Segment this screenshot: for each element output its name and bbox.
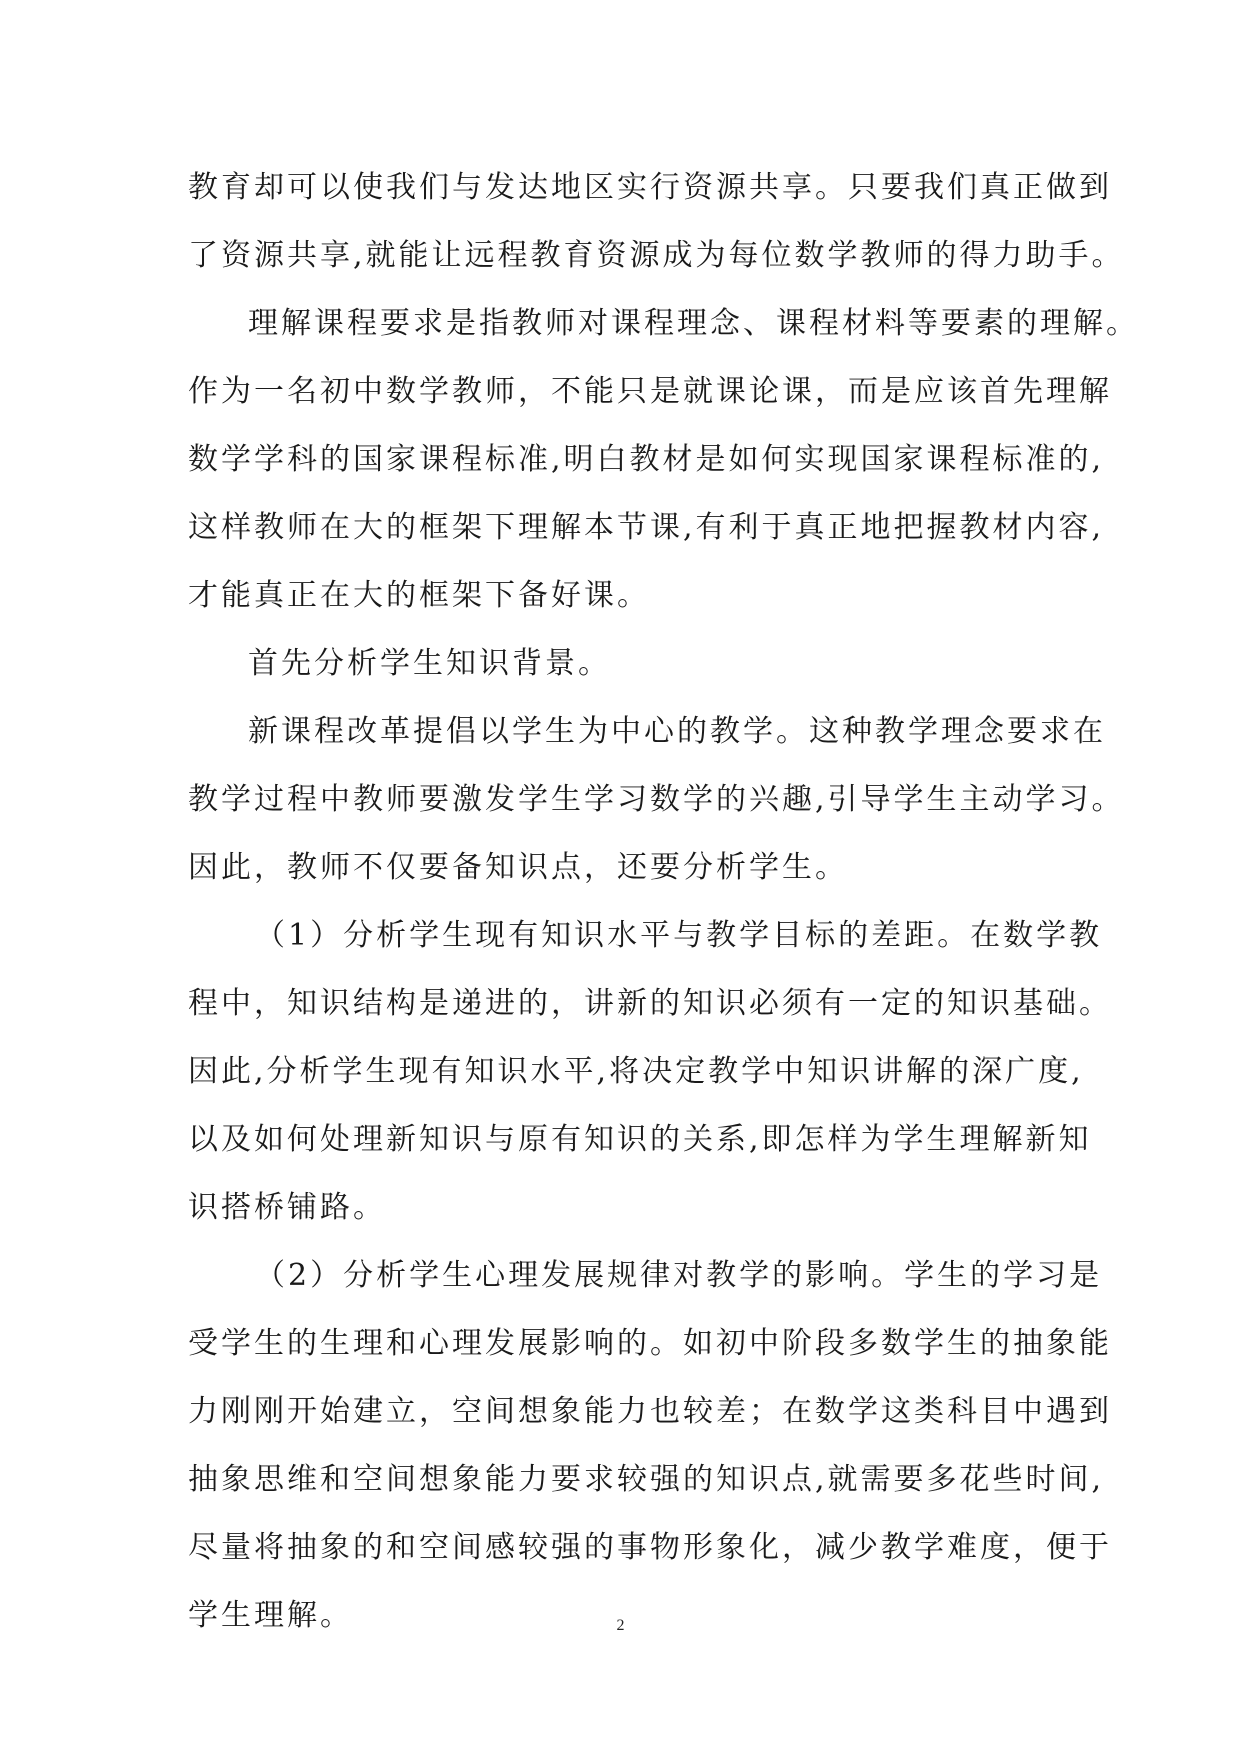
- text-line: 识搭桥铺路。: [188, 1190, 386, 1225]
- paragraph-start-line: 理解课程要求是指教师对课程理念、课程材料等要素的理解。: [248, 306, 1139, 341]
- text-line: 作为一名初中数学教师，不能只是就课论课，而是应该首先理解: [188, 374, 1112, 409]
- list-item-line: （2）分析学生心理发展规律对教学的影响。学生的学习是: [255, 1258, 1103, 1293]
- text-line: 因此,分析学生现有知识水平,将决定教学中知识讲解的深广度,: [188, 1054, 1084, 1089]
- text-line: 因此，教师不仅要备知识点，还要分析学生。: [188, 850, 848, 885]
- text-line: 数学学科的国家课程标准,明白教材是如何实现国家课程标准的,: [188, 442, 1105, 477]
- text-line: 教学过程中教师要激发学生学习数学的兴趣,引导学生主动学习。: [188, 782, 1125, 817]
- paragraph-start-line: 首先分析学生知识背景。: [248, 646, 611, 681]
- text-line: 尽量将抽象的和空间感较强的事物形象化，减少教学难度，便于: [188, 1530, 1112, 1565]
- text-line: 了资源共享,就能让远程教育资源成为每位数学教师的得力助手。: [188, 238, 1125, 273]
- text-line: 受学生的生理和心理发展影响的。如初中阶段多数学生的抽象能: [188, 1326, 1112, 1361]
- text-line: 力刚刚开始建立，空间想象能力也较差；在数学这类科目中遇到: [188, 1394, 1112, 1429]
- text-line: 这样教师在大的框架下理解本节课,有利于真正地把握教材内容,: [188, 510, 1105, 545]
- text-line: 才能真正在大的框架下备好课。: [188, 578, 650, 613]
- text-line: 抽象思维和空间想象能力要求较强的知识点,就需要多花些时间,: [188, 1462, 1105, 1497]
- text-line: 学生理解。: [188, 1598, 353, 1633]
- text-line: 教育却可以使我们与发达地区实行资源共享。只要我们真正做到: [188, 170, 1112, 205]
- text-line: 程中，知识结构是递进的，讲新的知识必须有一定的知识基础。: [188, 986, 1112, 1021]
- page-number: 2: [616, 1617, 625, 1634]
- text-line: 以及如何处理新知识与原有知识的关系,即怎样为学生理解新知: [188, 1122, 1092, 1157]
- paragraph-start-line: 新课程改革提倡以学生为中心的教学。这种教学理念要求在: [248, 714, 1106, 749]
- list-item-line: （1）分析学生现有知识水平与教学目标的差距。在数学教: [255, 918, 1103, 953]
